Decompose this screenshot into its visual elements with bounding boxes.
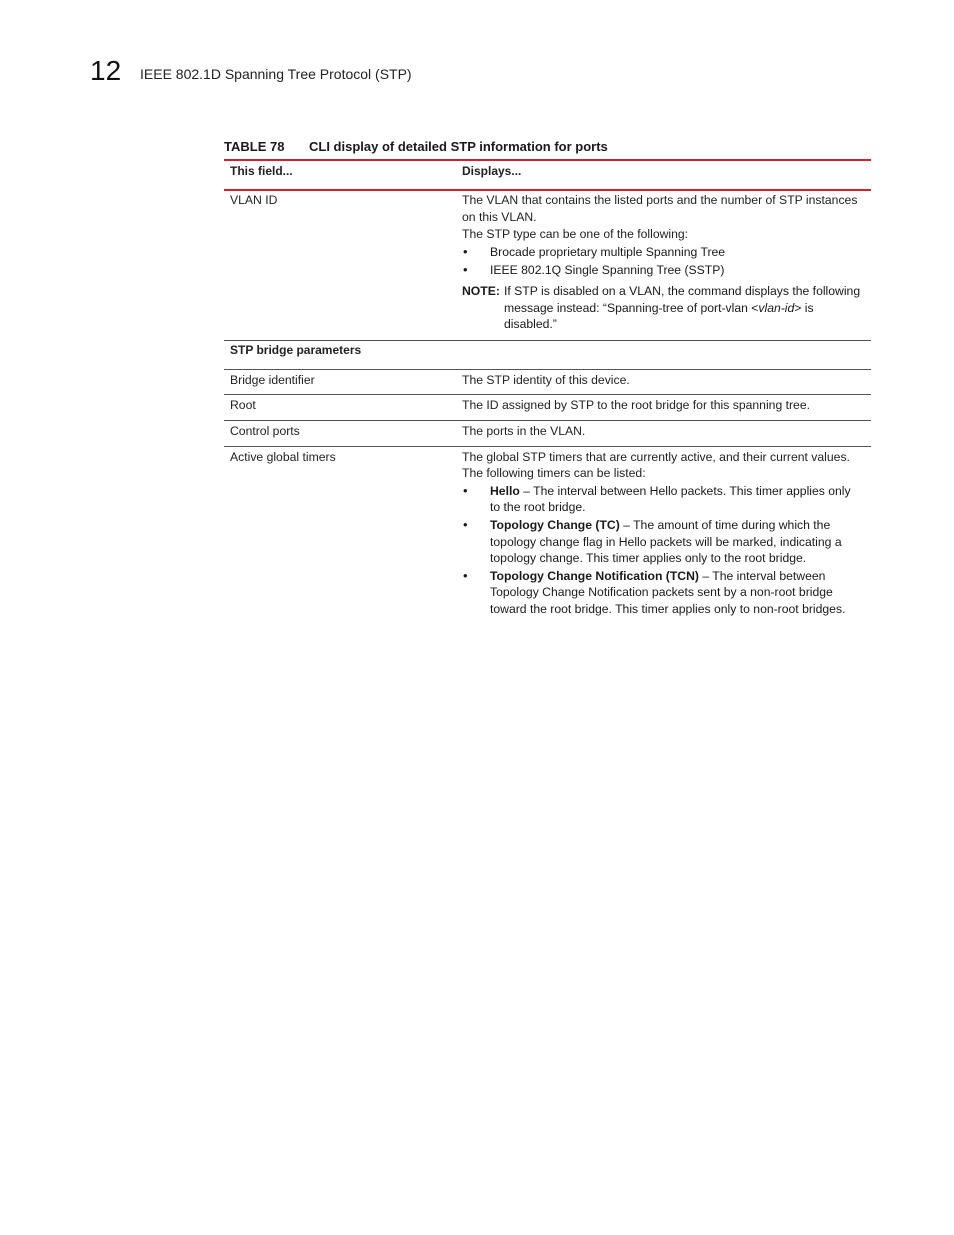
root-desc: The ID assigned by STP to the root bridge for this spanning tree. xyxy=(462,398,810,412)
column-header-field: This field... xyxy=(230,164,293,178)
table-title: CLI display of detailed STP information for ports xyxy=(309,139,608,154)
note-vlan-id-param: vlan-id xyxy=(758,301,795,315)
bullet-icon: • xyxy=(463,244,468,259)
timer-tc-line-1 xyxy=(490,517,875,534)
bullet-icon: • xyxy=(463,568,468,583)
timers-desc-1: The global STP timers that are currently active, and their current values. xyxy=(462,450,850,464)
stp-type-sstp: IEEE 802.1Q Single Spanning Tree (SSTP) xyxy=(490,263,725,277)
row-divider xyxy=(224,340,871,341)
field-root: Root xyxy=(230,398,256,412)
table-number: TABLE 78 xyxy=(224,139,285,154)
timer-tcn-term: Topology Change Notification (TCN) xyxy=(490,569,699,583)
bullet-icon: • xyxy=(463,517,468,532)
table-header-rule xyxy=(224,189,871,191)
timer-tcn-line-3: toward the root bridge. This timer applies only to non-root bridges. xyxy=(490,602,846,616)
row-divider xyxy=(224,369,871,370)
timer-hello-term: Hello xyxy=(490,484,520,498)
timer-tc-line-2: topology change flag in Hello packets will be marked, indicating a xyxy=(490,535,842,549)
note-line-2 xyxy=(504,300,874,317)
vlan-id-desc-3: The STP type can be one of the following: xyxy=(462,227,689,241)
field-control-ports: Control ports xyxy=(230,424,300,438)
control-ports-desc: The ports in the VLAN. xyxy=(462,424,586,438)
timer-tcn-line-1 xyxy=(490,568,875,585)
note-line-2-end: > is xyxy=(794,301,814,315)
chapter-title: IEEE 802.1D Spanning Tree Protocol (STP) xyxy=(140,66,412,82)
table-caption xyxy=(224,138,608,155)
bullet-icon: • xyxy=(463,483,468,498)
timer-hello-desc: – The interval between Hello packets. This timer applies only xyxy=(519,484,851,498)
section-stp-bridge-parameters: STP bridge parameters xyxy=(230,343,362,357)
note-line-3: disabled.” xyxy=(504,317,557,331)
timers-desc-2: The following timers can be listed: xyxy=(462,466,646,480)
row-divider xyxy=(224,420,871,421)
timer-hello-line-2: to the root bridge. xyxy=(490,500,586,514)
note-label: NOTE: xyxy=(462,284,500,298)
timer-tc-term: Topology Change (TC) xyxy=(490,518,620,532)
note-line-1: If STP is disabled on a VLAN, the command displays the following xyxy=(504,284,861,298)
timer-tcn-desc: – The interval between xyxy=(698,569,826,583)
note-line-2-text: message instead: “Spanning-tree of port-vlan < xyxy=(504,301,759,315)
bridge-identifier-desc: The STP identity of this device. xyxy=(462,373,630,387)
stp-type-brocade: Brocade proprietary multiple Spanning Tree xyxy=(490,245,726,259)
row-divider xyxy=(224,394,871,395)
timer-tc-line-3: topology change. This timer applies only to the root bridge. xyxy=(490,551,807,565)
timer-hello-line-1 xyxy=(490,483,875,500)
timer-tc-desc: – The amount of time during which the xyxy=(619,518,831,532)
timer-tcn-line-2: Topology Change Notification packets sent by a non-root bridge xyxy=(490,585,833,599)
table-top-rule xyxy=(224,159,871,161)
chapter-number: 12 xyxy=(90,55,122,86)
vlan-id-desc-2: on this VLAN. xyxy=(462,210,537,224)
column-header-displays: Displays... xyxy=(462,164,522,178)
row-divider xyxy=(224,446,871,447)
field-vlan-id: VLAN ID xyxy=(230,193,278,207)
field-bridge-identifier: Bridge identifier xyxy=(230,373,315,387)
field-active-global-timers: Active global timers xyxy=(230,450,336,464)
bullet-icon: • xyxy=(463,262,468,277)
vlan-id-desc-1: The VLAN that contains the listed ports and the number of STP instances xyxy=(462,193,858,207)
